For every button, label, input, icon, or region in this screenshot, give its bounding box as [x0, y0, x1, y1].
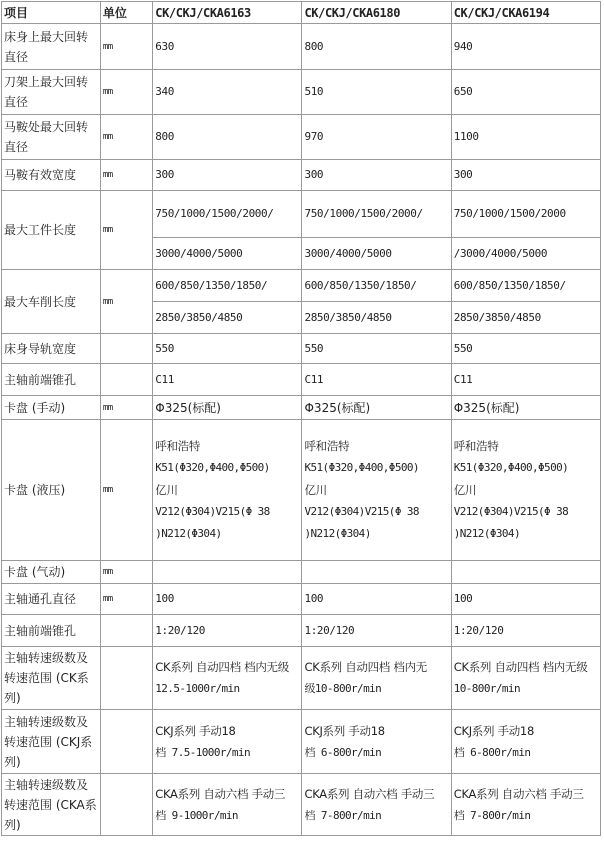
header-unit: 单位 [100, 2, 152, 24]
chuck-line: V212(Φ304)V215(Φ 38 [453, 505, 569, 518]
row-item: 主轴转速级数及转速范围 (CKA系列) [2, 774, 101, 836]
chuck-line: )N212(Φ304) [304, 527, 371, 540]
table-row [2, 710, 601, 774]
speed-line: CKJ系列 手动18 [304, 723, 385, 738]
row-value: 550 [451, 334, 600, 364]
speed-line: 12.5-1000r/min [155, 682, 240, 695]
row-value: 1100 [451, 115, 600, 160]
header-model-6194: CK/CKJ/CKA6194 [451, 2, 600, 24]
table-row [2, 334, 601, 364]
speed-line: CKA系列 自动六档 手动三 [155, 786, 286, 801]
table-row [2, 615, 601, 647]
row-value: 550 [153, 334, 302, 364]
speed-line: 级10-800r/min [304, 682, 382, 695]
table-row [2, 396, 601, 420]
row-item: 刀架上最大回转直径 [2, 70, 101, 115]
chuck-line: 亿川 [155, 483, 178, 497]
speed-line: 档 6-800r/min [304, 745, 382, 759]
row-item: 床身上最大回转直径 [2, 24, 101, 70]
table-row [2, 24, 601, 70]
row-value: C11 [153, 364, 302, 396]
row-value: 300 [451, 160, 600, 191]
speed-line: 10-800r/min [453, 682, 520, 695]
row-unit: mm [100, 584, 152, 615]
row-value: 650 [451, 70, 600, 115]
chuck-line: 呼和浩特 [155, 439, 201, 453]
row-item: 卡盘 (手动) [2, 396, 101, 420]
row-item: 最大工件长度 [2, 191, 101, 270]
speed-line: 档 7-800r/min [304, 808, 382, 822]
row-value: Φ325(标配) [153, 396, 302, 420]
row-value: 2850/3850/4850 [451, 302, 600, 334]
row-item: 主轴通孔直径 [2, 584, 101, 615]
row-value: 550 [302, 334, 451, 364]
row-unit: mm [100, 24, 152, 70]
speed-cell [153, 774, 302, 836]
row-value: C11 [302, 364, 451, 396]
table-row [2, 364, 601, 396]
row-item: 主轴前端锥孔 [2, 364, 101, 396]
chuck-line: K51(Φ320,Φ400,Φ500) [453, 461, 569, 474]
chuck-line: V212(Φ304)V215(Φ 38 [304, 505, 419, 518]
row-value: 600/850/1350/1850/ [451, 270, 600, 302]
row-value: 940 [451, 24, 600, 70]
speed-line: CK系列 自动四档 档内无 [304, 660, 427, 674]
row-item: 主轴前端锥孔 [2, 615, 101, 647]
row-value: 100 [302, 584, 451, 615]
table-row [2, 561, 601, 584]
speed-line: 档 9-1000r/min [155, 808, 238, 822]
table-row [2, 191, 601, 238]
row-unit [100, 710, 152, 774]
row-unit: mm [100, 191, 152, 270]
chuck-line: 亿川 [304, 483, 327, 497]
header-model-6163: CK/CKJ/CKA6163 [153, 2, 302, 24]
row-value: 800 [302, 24, 451, 70]
row-value: 2850/3850/4850 [153, 302, 302, 334]
row-value: 750/1000/1500/2000/ [153, 191, 302, 238]
header-item: 项目 [2, 2, 101, 24]
row-value: 340 [153, 70, 302, 115]
chuck-line: 亿川 [453, 483, 477, 497]
header-row [2, 2, 601, 24]
speed-line: 档 7-800r/min [453, 808, 531, 822]
speed-cell [451, 774, 600, 836]
row-value: 1:20/120 [451, 615, 600, 647]
speed-line: CKJ系列 手动18 [155, 723, 236, 738]
row-unit: mm [100, 561, 152, 584]
speed-cell [153, 647, 302, 710]
row-value: 800 [153, 115, 302, 160]
row-value: 600/850/1350/1850/ [153, 270, 302, 302]
speed-cell [302, 647, 451, 710]
speed-cell [451, 710, 600, 774]
chuck-line: K51(Φ320,Φ400,Φ500) [155, 461, 270, 474]
speed-line: CK系列 自动四档 档内无级 [155, 660, 289, 674]
row-item: 卡盘 (气动) [2, 561, 101, 584]
row-value: 750/1000/1500/2000 [451, 191, 600, 238]
row-value: 300 [302, 160, 451, 191]
row-unit [100, 774, 152, 836]
row-item: 最大车削长度 [2, 270, 101, 334]
row-item: 马鞍有效宽度 [2, 160, 101, 191]
row-value [153, 561, 302, 584]
table-row [2, 774, 601, 836]
table-row [2, 584, 601, 615]
hydraulic-chuck-cell [451, 420, 600, 561]
row-value: Φ325(标配) [302, 396, 451, 420]
row-unit: mm [100, 270, 152, 334]
row-unit: mm [100, 420, 152, 561]
chuck-line: 呼和浩特 [304, 439, 350, 453]
speed-line: 档 7.5-1000r/min [155, 745, 250, 759]
speed-cell [451, 647, 600, 710]
row-item: 主轴转速级数及转速范围 (CKJ系列) [2, 710, 101, 774]
hydraulic-chuck-cell [153, 420, 302, 561]
row-value: 100 [153, 584, 302, 615]
row-value [451, 561, 600, 584]
row-value: 2850/3850/4850 [302, 302, 451, 334]
table-row [2, 115, 601, 160]
row-value: 300 [153, 160, 302, 191]
row-value: 750/1000/1500/2000/ [302, 191, 451, 238]
row-unit [100, 615, 152, 647]
chuck-line: V212(Φ304)V215(Φ 38 [155, 505, 270, 518]
speed-line: CKA系列 自动六档 手动三 [304, 786, 435, 801]
row-value: 510 [302, 70, 451, 115]
row-value: 600/850/1350/1850/ [302, 270, 451, 302]
header-model-6180: CK/CKJ/CKA6180 [302, 2, 451, 24]
row-unit [100, 334, 152, 364]
row-value: 1:20/120 [153, 615, 302, 647]
speed-line: CK系列 自动四档 档内无级 [453, 660, 588, 674]
row-unit: mm [100, 396, 152, 420]
table-row [2, 647, 601, 710]
row-value: C11 [451, 364, 600, 396]
row-unit: mm [100, 160, 152, 191]
row-value: 630 [153, 24, 302, 70]
row-value [302, 561, 451, 584]
row-value: Φ325(标配) [451, 396, 600, 420]
row-unit [100, 647, 152, 710]
row-value: 970 [302, 115, 451, 160]
table-row [2, 420, 601, 561]
row-value: /3000/4000/5000 [451, 238, 600, 270]
row-unit: mm [100, 70, 152, 115]
row-value: 1:20/120 [302, 615, 451, 647]
speed-cell [302, 710, 451, 774]
row-item: 卡盘 (液压) [2, 420, 101, 561]
hydraulic-chuck-cell [302, 420, 451, 561]
row-value: 3000/4000/5000 [302, 238, 451, 270]
row-unit: mm [100, 115, 152, 160]
speed-cell [302, 774, 451, 836]
speed-line: CKA系列 自动六档 手动三 [453, 786, 584, 801]
speed-line: CKJ系列 手动18 [453, 723, 534, 738]
row-value: 3000/4000/5000 [153, 238, 302, 270]
row-item: 床身导轨宽度 [2, 334, 101, 364]
row-value: 100 [451, 584, 600, 615]
speed-cell [153, 710, 302, 774]
table-row [2, 270, 601, 302]
chuck-line: )N212(Φ304) [453, 527, 520, 540]
chuck-line: K51(Φ320,Φ400,Φ500) [304, 461, 419, 474]
row-unit [100, 364, 152, 396]
table-row [2, 160, 601, 191]
chuck-line: )N212(Φ304) [155, 527, 222, 540]
row-item: 马鞍处最大回转直径 [2, 115, 101, 160]
table-row [2, 70, 601, 115]
speed-line: 档 6-800r/min [453, 745, 531, 759]
row-item: 主轴转速级数及转速范围 (CK系列) [2, 647, 101, 710]
spec-table [1, 1, 601, 836]
chuck-line: 呼和浩特 [453, 439, 499, 453]
